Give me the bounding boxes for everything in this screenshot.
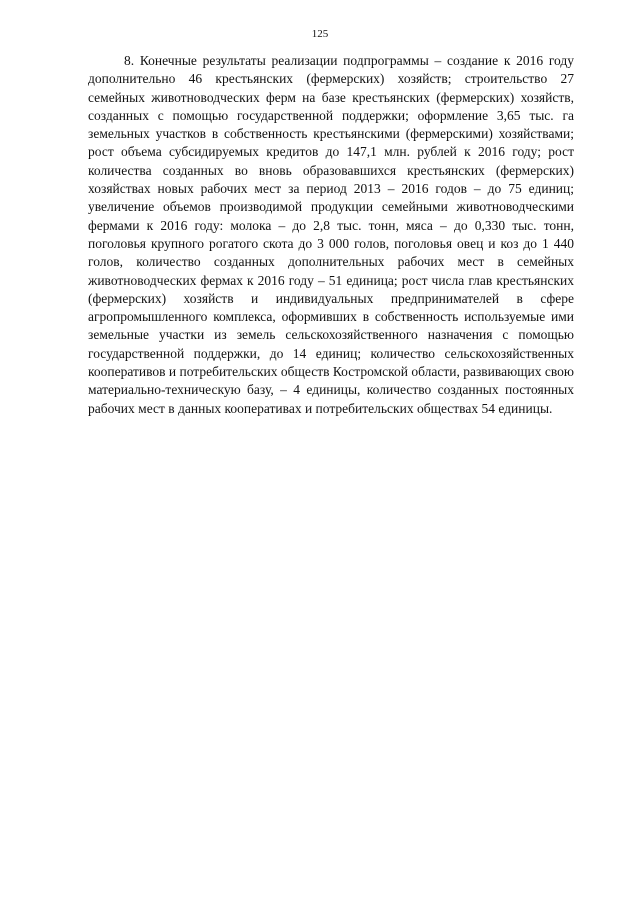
page-number: 125 (311, 28, 329, 40)
body-paragraph: 8. Конечные результаты реализации подпрограммы – создание к 2016 году дополнительно 46 крестьянских (фермерских) хозяйств; строительство 27 семейных животноводческих ферм на базе крестьянских (фермерских) хозяйств, созданных с помощью государственной поддержки; оформление 3,65 тыс. га земельных участков в собственность крестьянскими (фермерскими) хозяйствами; рост объема субсидируемых кредитов до 147,1 млн. рублей к 2016 году; рост количества созданных во вновь образовавшихся крестьянских (фермерских) хозяйствах новых рабочих мест за период 2013 – 2016 годов – до 75 единиц; увеличение объемов производимой продукции семейными животноводческими фермами к 2016 году: молока – до 2,8 тыс. тонн, мяса – до 0,330 тыс. тонн, поголовья крупного рогатого скота до 3 000 голов, поголовья овец и коз до 1 440 голов, количество созданных дополнительных рабочих мест в семейных животноводческих фермах к 2016 году – 51 единица; рост числа глав крестьянских (фермерских) хозяйств и индивидуальных предпринимателей в сфере агропромышленного комплекса, оформивших в собственность используемые ими земельные участки из земель сельскохозяйственного назначения с помощью государственной поддержки, до 14 единиц; количество сельскохозяйственных кооперативов и потребительских обществ Костромской области, развивающих свою материально-техническую базу, – 4 единицы, количество созданных постоянных рабочих мест в данных кооперативах и потребительских обществах 54 единицы. (88, 53, 575, 416)
